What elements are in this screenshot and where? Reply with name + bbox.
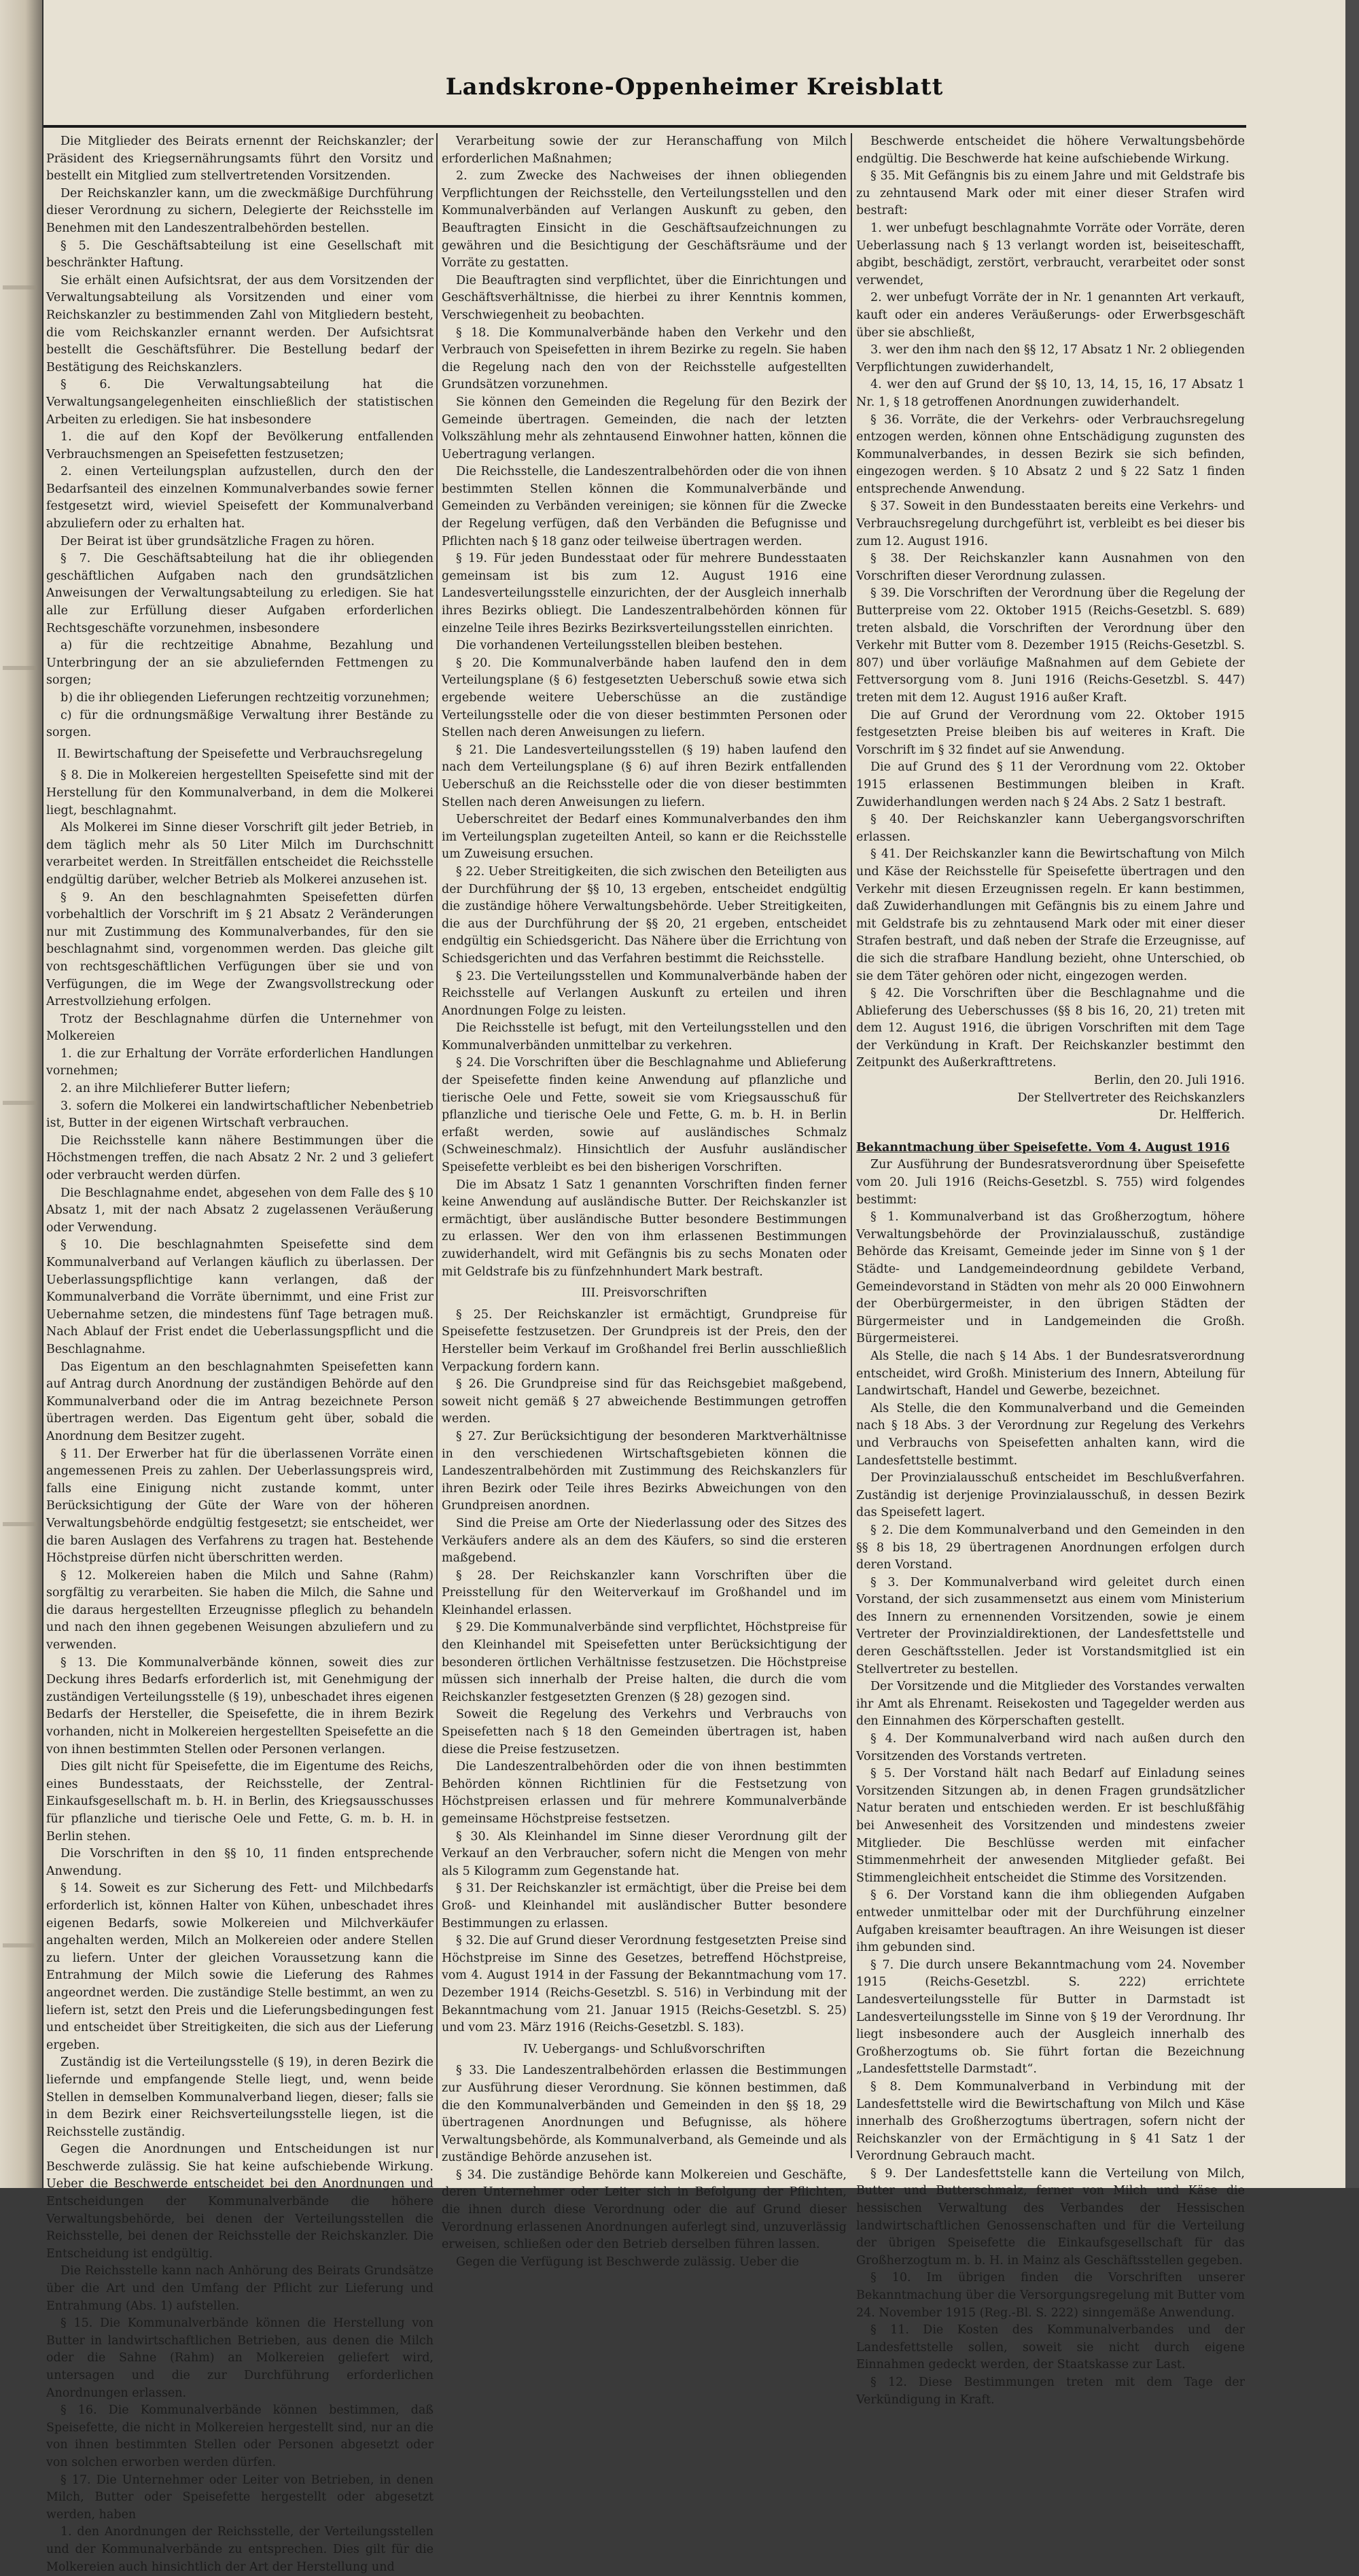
adjacent-page-edge	[0, 0, 42, 2188]
paragraph: 1. den Anordnungen der Reichsstelle, der Verteilungsstellen und der Kommunalverbände zu entsprechen. Dies gilt für die Molkereien auch hinsichtlich der Art der Herstellung und	[46, 2525, 434, 2574]
paragraph: § 21. Die Landesverteilungsstellen (§ 19) haben laufend den nach dem Verteilungsplane (§ 6) auf ihren Bezirk entfallenden Ueberschuß an die Reichsstelle oder die von dieser bestimmten Stellen nach deren Anweisungen zu liefern.	[442, 743, 847, 809]
paragraph: Sie können den Gemeinden die Regelung für den Bezirk der Gemeinde übertragen. Gemeinden, die nach der letzten Volkszählung mehr als zehntausend Einwohner hatten, können die Uebertragung verlangen.	[442, 395, 847, 461]
paragraph: § 8. Die in Molkereien hergestellten Speisefette sind mit der Herstellung für den Kommunalverband, in dem die Molkerei liegt, beschlagnahmt.	[46, 769, 434, 817]
paragraph: § 30. Als Kleinhandel im Sinne dieser Verordnung gilt der Verkauf an den Verbraucher, sofern nicht die Mengen von mehr als 5 Kilogramm zum Gegenstande hat.	[442, 1829, 847, 1878]
column-divider-1	[436, 133, 438, 2158]
paragraph: § 41. Der Reichskanzler kann die Bewirtschaftung von Milch und Käse der Reichsstelle für Speisefette übertragen und den Verkehr mit diesen Erzeugnissen regeln. Er kann bestimmen, daß Zuwiderhandlungen mit Gefängnis bis zu einem Jahre und mit Geldstrafe bis zu zehntausend Mark oder mit einer dieser Strafen bestraft, und daß neben der Strafe die Erzeugnisse, auf die sich die strafbare Handlung bezieht, ohne Unterschied, ob sie dem Täter gehören oder nicht, eingezogen werden.	[856, 847, 1245, 983]
paragraph: III. Preisvorschriften	[581, 1286, 707, 1301]
paragraph: § 27. Zur Berücksichtigung der besonderen Marktverhältnisse in den verschiedenen Wirtschaftsgebieten können die Landeszentralbehörden mit Zustimmung des Reichskanzlers für ihren Bezirk oder Teile ihres Bezirks Abweichungen von den Grundpreisen anordnen.	[442, 1429, 847, 1513]
paragraph: 2. an ihre Milchlieferer Butter liefern;	[60, 1082, 291, 1096]
paragraph: Der Reichskanzler kann, um die zweckmäßige Durchführung dieser Verordnung zu sichern, Delegierte der Reichsstelle im Benehmen mit den Landeszentralbehörden bestellen.	[46, 186, 434, 235]
paragraph: § 32. Die auf Grund dieser Verordnung festgesetzten Preise sind Höchstpreise im Sinne des Gesetzes, betreffend Höchstpreise, vom 4. August 1914 in der Fassung der Bekanntmachung vom 17. Dezember 1914 (Reichs-Gesetzbl. S. 516) in Verbindung mit der Bekanntmachung vom 21. Januar 1915 (Reichs-Gesetzbl. S. 25) und vom 23. März 1916 (Reichs-Gesetzbl. S. 183).	[442, 1934, 847, 2035]
newspaper-page	[43, 0, 1345, 2574]
paragraph: § 25. Der Reichskanzler ist ermächtigt, Grundpreise für Speisefette festzusetzen. Der Grundpreis ist der Preis, den der Hersteller beim Verkauf im Großhandel frei Berlin ausschließlich Verpackung fordern kann.	[442, 1307, 847, 1374]
paragraph: Als Stelle, die nach § 14 Abs. 1 der Bundesratsverordnung entscheidet, wird Großh. Ministerium des Innern, Abteilung für Landwirtschaft, Handel und Gewerbe, bezeichnet.	[856, 1349, 1245, 1398]
paragraph: 3. sofern die Molkerei ein landwirtschaftlicher Nebenbetrieb ist, Butter in der eigenen Wirtschaft verbrauchen.	[46, 1099, 434, 1131]
paragraph: § 9. An den beschlagnahmten Speisefetten dürfen vorbehaltlich der Vorschrift im § 21 Absatz 2 Veränderungen nur mit Zustimmung des Kommunalverbandes, für den sie beschlagnahmt sind, vorgenommen werden. Das gleiche gilt von rechtsgeschäftlichen Verfügungen über sie und von Verfügungen, die im Wege der Zwangsvollstreckung oder Arrestvollziehung erfolgen.	[46, 890, 434, 1009]
paragraph: Die Mitglieder des Beirats ernennt der Reichskanzler; der Präsident des Kriegsernährungsamts führt den Vorsitz und bestellt ein Mitglied zum stellvertretenden Vorsitzenden.	[46, 135, 434, 183]
paragraph: § 5. Die Geschäftsabteilung ist eine Gesellschaft mit beschränkter Haftung.	[46, 239, 434, 270]
column-divider-2	[851, 133, 852, 2158]
paragraph: § 42. Die Vorschriften über die Beschlagnahme und die Ablieferung des Ueberschusses (§§ 8 bis 16, 20, 21) treten mit dem 12. August 1916, die übrigen Vorschriften mit dem Tage der Verkündung in Kraft. Der Reichskanzler bestimmt den Zeitpunkt des Außerkrafttretens.	[856, 987, 1245, 1070]
paragraph: Die auf Grund des § 11 der Verordnung vom 22. Oktober 1915 erlassenen Bestimmungen bleiben in Kraft. Zuwiderhandlungen werden nach § 24 Abs. 2 Satz 1 bestraft.	[856, 760, 1245, 809]
paragraph: § 38. Der Reichskanzler kann Ausnahmen von den Vorschriften dieser Verordnung zulassen.	[856, 552, 1245, 583]
paragraph: IV. Uebergangs- und Schlußvorschriften	[523, 2042, 766, 2056]
paragraph: § 17. Die Unternehmer oder Leiter von Betrieben, in denen Milch, Butter oder Speisefette hergestellt oder abgesetzt werden, haben	[46, 2473, 434, 2522]
paragraph: Verarbeitung sowie der zur Heranschaffung von Milch erforderlichen Maßnahmen;	[442, 135, 847, 166]
paragraph: Bekanntmachung über Speisefette. Vom 4. August 1916	[856, 1140, 1230, 1154]
scanner-edge	[1345, 0, 1359, 2188]
paragraph: § 22. Ueber Streitigkeiten, die sich zwischen den Beteiligten aus der Durchführung der §§ 10, 13 ergeben, entscheidet endgültig die zuständige höhere Verwaltungsbehörde. Ueber Streitigkeiten, die aus der Durchführung der §§ 20, 21 ergeben, entscheidet endgültig ein Schiedsgericht. Das Nähere über die Errichtung von Schiedsgerichten und das Verfahren bestimmt die Reichsstelle.	[442, 864, 847, 966]
paragraph: § 33. Die Landeszentralbehörden erlassen die Bestimmungen zur Ausführung dieser Verordnung. Sie können bestimmen, daß die den Kommunalverbänden und Gemeinden in den §§ 18, 29 übertragenen Anordnungen und Befugnisse, als höhere Verwaltungsbehörde, als Kommunalverband, als Gemeinde und als zuständige Behörde anzusehen ist.	[442, 2064, 847, 2165]
paragraph: § 35. Mit Gefängnis bis zu einem Jahre und mit Geldstrafe bis zu zehntausend Mark oder mit einer dieser Strafen wird bestraft:	[856, 169, 1245, 218]
paragraph: § 13. Die Kommunalverbände können, soweit dies zur Deckung ihres Bedarfs erforderlich ist, mit Genehmigung der zuständigen Verteilungsstelle (§ 19), unbeschadet ihres eigenen Bedarfs der Hersteller, die Speisefette, die in ihrem Bezirk vorhanden, nicht in Molkereien hergestellten Speisefette an die von ihnen bestimmten Stellen oder Personen verlangen.	[46, 1655, 434, 1757]
paragraph: § 16. Die Kommunalverbände können bestimmen, daß Speisefette, die nicht in Molkereien hergestellt sind, nur an die von ihnen bestimmten Stellen oder Personen abgesetzt oder von solchen erworben werden dürfen.	[46, 2403, 434, 2469]
paragraph: Der Provinzialausschuß entscheidet im Beschlußverfahren. Zuständig ist derjenige Provinzialausschuß, in dessen Bezirk das Speisefett lagert.	[856, 1471, 1245, 1520]
paragraph: Dr. Helfferich.	[1159, 1108, 1245, 1123]
column-2	[442, 133, 847, 2269]
paragraph: § 5. Der Vorstand hält nach Bedarf auf Einladung seines Vorsitzenden Sitzungen ab, in denen Fragen grundsätzlicher Natur beraten und entschieden werden. Er ist beschlußfähig bei Anwesenheit des Vorsitzenden und mindestens zweier Mitglieder. Die Beschlüsse werden mit einfacher Stimmenmehrheit der anwesenden Mitglieder gefaßt. Bei Stimmengleichheit entscheidet die Stimme des Vorsitzenden.	[856, 1767, 1245, 1885]
paragraph: 1. die zur Erhaltung der Vorräte erforderlichen Handlungen vornehmen;	[46, 1046, 434, 1078]
paragraph: § 24. Die Vorschriften über die Beschlagnahme und Ablieferung der Speisefette finden keine Anwendung auf pflanzliche und tierische Oele und Fette, soweit sie vom Kriegsausschuß für pflanzliche und tierische Oele und Fette, G. m. b. H. in Berlin erfaßt werden, sowie auf ausländisches Schmalz (Schweineschmalz). Hinsichtlich der Ausfuhr ausländischer Speisefette verbleibt es bei den bisherigen Vorschriften.	[442, 1056, 847, 1175]
paragraph: § 14. Soweit es zur Sicherung des Fett- und Milchbedarfs erforderlich ist, können Halter von Kühen, unbeschadet ihres eigenen Bedarfs, sowie Molkereien und Milchverkäufer angehalten werden, Milch an Molkereien oder andere Stellen zu liefern. Unter der gleichen Voraussetzung kann die Entrahmung der Milch sowie die Lieferung des Rahmes angeordnet werden. Die zuständige Stelle bestimmt, an wen zu liefern ist, setzt den Preis und die Lieferungsbedingungen fest und entscheidet über Streitigkeiten, die sich aus der Lieferung ergeben.	[46, 1882, 434, 2052]
paragraph: Sind die Preise am Orte der Niederlassung oder des Sitzes des Verkäufers andere als an dem des Käufers, so sind die ersteren maßgebend.	[442, 1516, 847, 1566]
paragraph: § 39. Die Vorschriften der Verordnung über die Regelung der Butterpreise vom 22. Oktober 1915 (Reichs-Gesetzbl. S. 689) treten alsbald, die Vorschriften der Verordnung über den Verkehr mit Butter vom 8. Dezember 1915 (Reichs-Gesetzbl. S. 807) und über vorläufige Maßnahmen auf dem Gebiete der Fettversorgung vom 8. Juni 1916 (Reichs-Gesetzbl. S. 447) treten mit dem 12. August 1916 außer Kraft.	[856, 586, 1245, 705]
paragraph: § 40. Der Reichskanzler kann Uebergangsvorschriften erlassen.	[856, 813, 1245, 844]
paragraph: § 9. Der Landesfettstelle kann die Verteilung von Milch, Butter und Butterschmalz, ferner von Milch und Käse die hessischen Verwaltung des Verbandes der Hessischen landwirtschaftlichen Genossenschaften und für die Verteilung der übrigen Speisefette die Einkaufsgesellschaft für das Großherzogtum m. b. H. in Mainz als Geschäftsstellen gegeben.	[856, 2166, 1245, 2268]
paragraph: Die Reichsstelle, die Landeszentralbehörden oder die von ihnen bestimmten Stellen können die Kommunalverbände und Gemeinden zu Verbänden vereinigen; sie können für die Zwecke der Regelung verfügen, daß den Verbänden die Befugnisse und Pflichten nach § 18 ganz oder teilweise übertragen werden.	[442, 465, 847, 548]
column-3	[856, 133, 1245, 2407]
paragraph: § 36. Vorräte, die der Verkehrs- oder Verbrauchsregelung entzogen werden, können ohne Entschädigung zugunsten des Kommunalverbandes, in dessen Bezirk sie sich befinden, eingezogen werden. § 10 Absatz 2 und § 22 Satz 1 finden entsprechende Anwendung.	[856, 412, 1245, 496]
paragraph: § 7. Die durch unsere Bekanntmachung vom 24. November 1915 (Reichs-Gesetzbl. S. 222) errichtete Landesverteilungsstelle für Butter in Darmstadt ist Landesverteilungsstelle im Sinne von § 19 der Verordnung. Ihr liegt insbesondere auch der Ausgleich innerhalb des Großherzogtums ob. Sie führt fortan die Bezeichnung „Landesfettstelle Darmstadt“.	[856, 1958, 1245, 2077]
paragraph: Das Eigentum an den beschlagnahmten Speisefetten kann auf Antrag durch Anordnung der zuständigen Behörde auf den Kommunalverband oder die im Antrag bezeichnete Person übertragen werden. Das Eigentum geht über, sobald die Anordnung dem Besitzer zugeht.	[46, 1360, 434, 1443]
paragraph: § 34. Die zuständige Behörde kann Molkereien und Geschäfte, deren Unternehmer oder Leiter sich in Befolgung der Pflichten, die ihnen durch diese Verordnung oder die auf Grund dieser Verordnung erlassenen Anordnungen auferlegt sind, unzuverlässig erweisen, schließen oder den Betrieb derselben führen lassen.	[442, 2168, 847, 2252]
paragraph: Zuständig ist die Verteilungsstelle (§ 19), in deren Bezirk die liefernde und empfangende Stelle liegt, und, wenn beide Stellen in demselben Kommunalverband liegen, dieser; falls sie in dem Bezirk einer Reichsverteilungsstelle liegen, ist die Reichsstelle zuständig.	[46, 2055, 434, 2139]
paragraph: § 20. Die Kommunalverbände haben laufend den in dem Verteilungsplane (§ 6) festgesetzten Ueberschuß sowie etwa sich ergebende weitere Ueberschüsse an die zuständige Verteilungsstelle oder die von dieser bestimmten Personen oder Stellen nach deren Anweisungen zu liefern.	[442, 656, 847, 740]
paragraph: § 23. Die Verteilungsstellen und Kommunalverbände haben der Reichsstelle auf Verlangen Auskunft zu erteilen und ihren Anordnungen Folge zu leisten.	[442, 969, 847, 1018]
paragraph: Soweit die Regelung des Verkehrs und Verbrauchs von Speisefetten nach § 18 den Gemeinden übertragen ist, haben diese die Preise festzusetzen.	[442, 1708, 847, 1757]
paragraph: § 18. Die Kommunalverbände haben den Verkehr und den Verbrauch von Speisefetten in ihrem Bezirke zu regeln. Sie haben die Regelung nach den von der Reichsstelle aufgestellten Grundsätzen vorzunehmen.	[442, 325, 847, 392]
paragraph: 4. wer den auf Grund der §§ 10, 13, 14, 15, 16, 17 Absatz 1 Nr. 1, § 18 getroffenen Anordnungen zuwiderhandelt.	[856, 378, 1245, 409]
paragraph: § 3. Der Kommunalverband wird geleitet durch einen Vorstand, der sich zusammensetzt aus einem vom Ministerium des Innern zu ernennenden Vorsitzenden, sowie je einem Vertreter der Provinzialdirektionen, der Landesfettstelle und deren Geschäftsstellen. Jeder ist Vorstandsmitglied ist ein Stellvertreter zu bestellen.	[856, 1575, 1245, 1676]
paragraph: c) für die ordnungsmäßige Verwaltung ihrer Bestände zu sorgen.	[46, 708, 434, 740]
paragraph: 2. zum Zwecke des Nachweises der ihnen obliegenden Verpflichtungen der Reichsstelle, den Verteilungsstellen und den Kommunalverbänden auf Verlangen Auskunft zu geben, den Beauftragten Einsicht in die Geschäftsaufzeichnungen zu gewähren und die Besichtigung der Geschäftsräume und der Vorräte zu gestatten.	[442, 169, 847, 270]
paragraph: § 31. Der Reichskanzler ist ermächtigt, über die Preise bei dem Groß- und Kleinhandel mit ausländischer Butter besondere Bestimmungen zu erlassen.	[442, 1882, 847, 1930]
paragraph: Die Reichsstelle kann nach Anhörung des Beirats Grundsätze über die Art und den Umfang der Pflicht zur Lieferung und Entrahmung (Abs. 1) aufstellen.	[46, 2264, 434, 2313]
paragraph: Als Molkerei im Sinne dieser Vorschrift gilt jeder Betrieb, in dem täglich mehr als 50 Liter Milch im Durchschnitt verarbeitet werden. In Streitfällen entscheidet die Reichsstelle endgültig darüber, welcher Betrieb als Molkerei anzusehen ist.	[46, 821, 434, 887]
paragraph: § 7. Die Geschäftsabteilung hat die ihr obliegenden geschäftlichen Aufgaben nach den grundsätzlichen Anweisungen der Verwaltungsabteilung zu erledigen. Sie hat alle zur Erfüllung dieser Aufgaben erforderlichen Rechtsgeschäfte vorzunehmen, insbesondere	[46, 552, 434, 635]
paragraph: Berlin, den 20. Juli 1916.	[1093, 1074, 1245, 1088]
masthead: Landskrone-Oppenheimer Kreisblatt	[445, 73, 944, 101]
paragraph: § 8. Dem Kommunalverband in Verbindung mit der Landesfettstelle wird die Bewirtschaftung von Milch und Käse innerhalb des Großherzogtums übertragen, sofern nicht der Reichskanzler von der Ermächtigung in § 41 Satz 1 der Verordnung Gebrauch macht.	[856, 2079, 1245, 2164]
paragraph: § 28. Der Reichskanzler kann Vorschriften über die Preisstellung für den Weiterverkauf im Großhandel und im Kleinhandel erlassen.	[442, 1568, 847, 1617]
paragraph: 1. die auf den Kopf der Bevölkerung entfallenden Verbrauchsmengen an Speisefetten festzusetzen;	[46, 430, 434, 461]
paragraph: Zur Ausführung der Bundesratsverordnung über Speisefette vom 20. Juli 1916 (Reichs-Gesetzbl. S. 755) wird folgendes bestimmt:	[856, 1158, 1245, 1207]
paragraph: Der Vorsitzende und die Mitglieder des Vorstandes verwalten ihr Amt als Ehrenamt. Reisekosten und Tagegelder werden aus den Einnahmen des Körperschaften gestellt.	[856, 1680, 1245, 1729]
column-1	[46, 133, 434, 2574]
paragraph: Die Beschlagnahme endet, abgesehen von dem Falle des § 10 Absatz 1, mit der nach Absatz 2 zugelassenen Veräußerung oder Verwendung.	[46, 1186, 434, 1235]
paragraph: II. Bewirtschaftung der Speisefette und Verbrauchsregelung	[56, 747, 423, 761]
paragraph: 1. wer unbefugt beschlagnahmte Vorräte oder Vorräte, deren Ueberlassung nach § 13 verlangt worden ist, beiseiteschafft, abgibt, beschädigt, zerstört, verbraucht, verarbeitet oder sonst verwendet,	[856, 221, 1245, 287]
paragraph: § 10. Die beschlagnahmten Speisefette sind dem Kommunalverband auf Verlangen käuflich zu überlassen. Der Ueberlassungspflichtige kann verlangen, daß der Kommunalverband die Vorräte übernimmt, und eine Frist zur Uebernahme setzen, die mindestens fünf Tage betragen muß. Nach Ablauf der Frist endet die Ueberlassungspflicht und die Beschlagnahme.	[46, 1238, 434, 1356]
paragraph: Ueberschreitet der Bedarf eines Kommunalverbandes den ihm im Verteilungsplan zugeteilten Anteil, so kann er die Reichsstelle um Zuweisung ersuchen.	[442, 813, 847, 862]
paragraph: § 10. Im übrigen finden die Vorschriften unserer Bekanntmachung über die Versorgungsregelung mit Butter vom 24. November 1915 (Reg.-Bl. S. 222) sinngemäße Anwendung.	[856, 2271, 1245, 2320]
paragraph: § 2. Die dem Kommunalverband und den Gemeinden in den §§ 8 bis 18, 29 übertragenen Anordnungen erfolgen durch deren Vorstand.	[856, 1523, 1245, 1572]
paragraph: Gegen die Anordnungen und Entscheidungen ist nur Beschwerde zulässig. Sie hat keine aufschiebende Wirkung. Ueber die Beschwerde entscheidet bei den Anordnungen und Entscheidungen der Kommunalverbände die höhere Verwaltungsbehörde, bei denen der Verteilungsstellen die Reichsstelle, bei denen der Reichsstelle der Reichskanzler. Die Entscheidung ist endgültig.	[46, 2142, 434, 2261]
paragraph: 3. wer den ihm nach den §§ 12, 17 Absatz 1 Nr. 2 obliegenden Verpflichtungen zuwiderhandelt,	[856, 343, 1245, 374]
paragraph: Der Stellvertreter des Reichskanzlers	[1017, 1091, 1245, 1105]
paragraph: Die Landeszentralbehörden oder die von ihnen bestimmten Behörden können Richtlinien für die Festsetzung von Höchstpreisen erlassen und für mehrere Kommunalverbände gemeinsame Höchstpreise festsetzen.	[442, 1760, 847, 1826]
paragraph: § 11. Der Erwerber hat für die überlassenen Vorräte einen angemessenen Preis zu zahlen. Der Ueberlassungspreis wird, falls eine Einigung nicht zustande kommt, unter Berücksichtigung der Güte der Ware von der höheren Verwaltungsbehörde endgültig festgesetzt; sie entscheidet, wer die baren Auslagen des Verfahrens zu tragen hat. Bestehende Höchstpreise dürfen nicht überschritten werden.	[46, 1447, 434, 1566]
paragraph: 2. einen Verteilungsplan aufzustellen, durch den der Bedarfsanteil des einzelnen Kommunalverbandes sowie ferner festgesetzt wird, wieviel Speisefett der Kommunalverband abzuliefern oder zu erhalten hat.	[46, 465, 434, 531]
paragraph: Die Vorschriften in den §§ 10, 11 finden entsprechende Anwendung.	[46, 1847, 434, 1878]
paragraph: § 6. Die Verwaltungsabteilung hat die Verwaltungsangelegenheiten einschließlich der statistischen Arbeiten zu erledigen. Sie hat insbesondere	[46, 378, 434, 427]
paragraph: Die auf Grund der Verordnung vom 22. Oktober 1915 festgesetzten Preise bleiben bis auf weiteres in Kraft. Die Vorschrift im § 32 findet auf sie Anwendung.	[856, 708, 1245, 757]
paragraph: Sie erhält einen Aufsichtsrat, der aus dem Vorsitzenden der Verwaltungsabteilung als Vorsitzenden und einer vom Reichskanzler zu bestimmenden Zahl von Mitgliedern besteht, die vom Reichskanzler ernannt werden. Der Aufsichtsrat bestellt die Geschäftsführer. Die Bestellung bedarf der Bestätigung des Reichskanzlers.	[46, 273, 434, 374]
paragraph: Die Reichsstelle ist befugt, mit den Verteilungsstellen und den Kommunalverbänden unmittelbar zu verkehren.	[442, 1021, 847, 1053]
paragraph: Dies gilt nicht für Speisefette, die im Eigentume des Reichs, eines Bundesstaats, der Reichsstelle, der Zentral-Einkaufsgesellschaft m. b. H. in Berlin, des Kriegsausschusses für pflanzliche und tierische Oele und Fette, G. m. b. H. in Berlin stehen.	[46, 1760, 434, 1843]
paragraph: § 1. Kommunalverband ist das Großherzogtum, höhere Verwaltungsbehörde der Provinzialausschuß, zuständige Behörde das Kreisamt, Gemeinde jeder im Sinne von § 1 der Städte- und Landgemeindeordnung gebildete Verband, Gemeindevorstand in Städten von mehr als 20 000 Einwohnern der Oberbürgermeister, in den übrigen Städten der Bürgermeister und in Landgemeinden die Großh. Bürgermeisterei.	[856, 1210, 1245, 1346]
masthead-rule	[43, 125, 1246, 128]
paragraph: § 37. Soweit in den Bundesstaaten bereits eine Verkehrs- und Verbrauchsregelung durchgeführt ist, verbleibt es bei dieser bis zum 12. August 1916.	[856, 499, 1245, 548]
paragraph: Gegen die Verfügung ist Beschwerde zulässig. Ueber die	[456, 2255, 799, 2269]
paragraph: § 12. Molkereien haben die Milch und Sahne (Rahm) sorgfältig zu verarbeiten. Sie haben die Milch, die Sahne und die daraus hergestellten Erzeugnisse pfleglich zu behandeln und nach den ihnen gegebenen Weisungen abzuliefern und zu verwenden.	[46, 1568, 434, 1653]
paragraph: a) für die rechtzeitige Abnahme, Bezahlung und Unterbringung der an sie abzuliefernden Fettmengen zu sorgen;	[46, 639, 434, 688]
paragraph: b) die ihr obliegenden Lieferungen rechtzeitig vorzunehmen;	[60, 691, 430, 705]
paragraph: § 29. Die Kommunalverbände sind verpflichtet, Höchstpreise für den Kleinhandel mit Speisefetten unter Berücksichtigung der besonderen örtlichen Verhältnisse festzusetzen. Die Höchstpreise müssen sich innerhalb der Preise halten, die durch die vom Reichskanzler festgesetzten Grenzen (§ 28) gezogen sind.	[442, 1621, 847, 1704]
paragraph: Als Stelle, die den Kommunalverband und die Gemeinden nach § 18 Abs. 3 der Verordnung zur Regelung des Verkehrs und Verbrauchs von Speisefetten anhalten kann, wird die Landesfettstelle bestimmt.	[856, 1401, 1245, 1468]
paragraph: § 6. Der Vorstand kann die ihm obliegenden Aufgaben entweder unmittelbar oder mit der Durchführung einzelner Aufgaben kreisamter beauftragen. An ihre Weisungen ist dieser ihm gebunden sind.	[856, 1888, 1245, 1955]
paragraph: Die Beauftragten sind verpflichtet, über die Einrichtungen und Geschäftsverhältnisse, die hierbei zu ihrer Kenntnis kommen, Verschwiegenheit zu beobachten.	[442, 273, 847, 322]
paragraph: Die vorhandenen Verteilungsstellen bleiben bestehen.	[456, 639, 783, 653]
paragraph: § 15. Die Kommunalverbände können die Herstellung von Butter in landwirtschaftlichen Betrieben, aus denen die Milch oder die Sahne (Rahm) an Molkereien geliefert wird, untersagen und die zur Durchführung erforderlichen Anordnungen erlassen.	[46, 2316, 434, 2400]
paragraph: Der Beirat ist über grundsätzliche Fragen zu hören.	[60, 534, 375, 548]
paragraph: Die Reichsstelle kann nähere Bestimmungen über die Höchstmengen treffen, die nach Absatz 2 Nr. 2 und 3 geliefert oder verbraucht werden dürfen.	[46, 1133, 434, 1183]
paragraph: § 19. Für jeden Bundesstaat oder für mehrere Bundesstaaten gemeinsam ist bis zum 12. August 1916 eine Landesverteilungsstelle einzurichten, der der Ausgleich innerhalb ihres Bezirks obliegt. Die Landeszentralbehörden können für einzelne Teile ihres Bezirks Bezirksverteilungsstellen einrichten.	[442, 552, 847, 635]
paragraph: 2. wer unbefugt Vorräte der in Nr. 1 genannten Art verkauft, kauft oder ein anderes Veräußerungs- oder Erwerbsgeschäft über sie abschließt,	[856, 291, 1245, 340]
paragraph: § 26. Die Grundpreise sind für das Reichsgebiet maßgebend, soweit nicht gemäß § 27 abweichende Bestimmungen getroffen werden.	[442, 1377, 847, 1426]
paragraph: § 12. Diese Bestimmungen treten mit dem Tage der Verkündigung in Kraft.	[856, 2376, 1245, 2407]
paragraph: § 11. Die Kosten des Kommunalverbandes und der Landesfettstelle sollen, soweit sie nicht durch eigene Einnahmen gedeckt werden, der Staatskasse zur Last.	[856, 2323, 1245, 2372]
paragraph: Beschwerde entscheidet die höhere Verwaltungsbehörde endgültig. Die Beschwerde hat keine aufschiebende Wirkung.	[856, 135, 1245, 166]
paragraph: § 4. Der Kommunalverband wird nach außen durch den Vorsitzenden des Vorstands vertreten.	[856, 1732, 1245, 1763]
paragraph: Die im Absatz 1 Satz 1 genannten Vorschriften finden ferner keine Anwendung auf ausländische Butter. Der Reichskanzler ist ermächtigt, über ausländische Butter besondere Bestimmungen zu erlassen. Wer den von ihm erlassenen Bestimmungen zuwiderhandelt, wird mit Gefängnis bis zu sechs Monaten oder mit Geldstrafe bis zu fünfzehnhundert Mark bestraft.	[442, 1178, 847, 1279]
paragraph: Trotz der Beschlagnahme dürfen die Unternehmer von Molkereien	[46, 1012, 434, 1044]
